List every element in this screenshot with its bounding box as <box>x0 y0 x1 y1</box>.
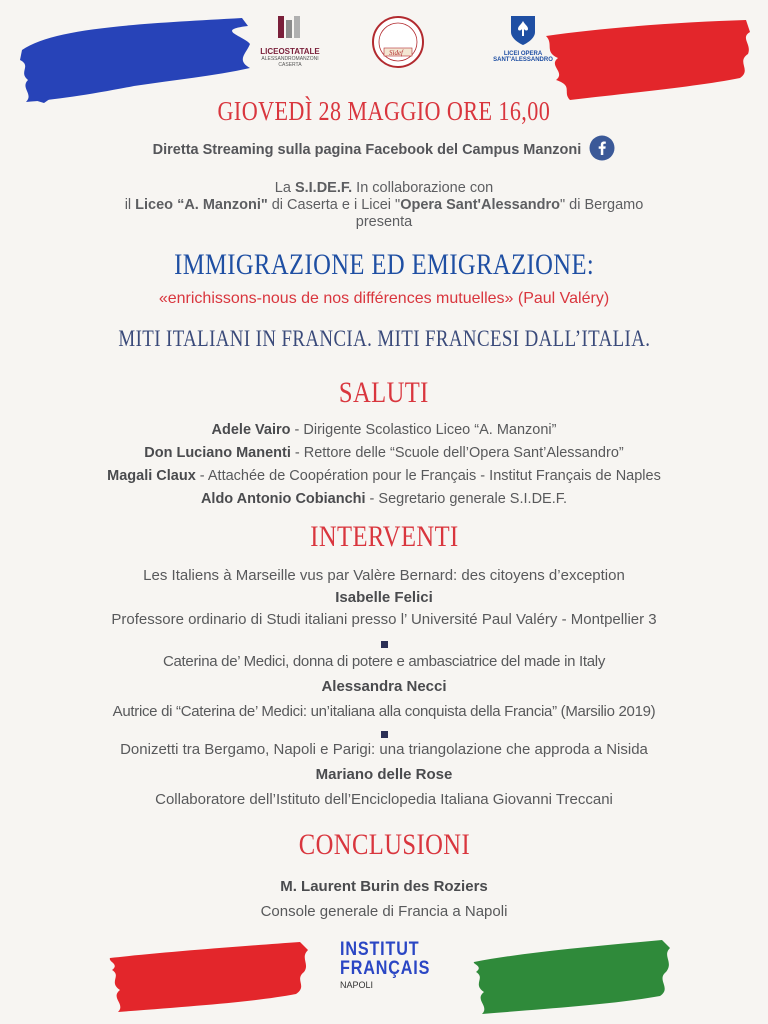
conclusioni-role: Console generale di Francia a Napoli <box>260 903 508 920</box>
green-brush-stroke <box>466 936 676 1018</box>
opera-sant-alessandro-logo <box>488 14 558 63</box>
opera-logo-line1: LICEI OPERA <box>503 51 543 57</box>
presenta-line3: presenta <box>355 214 413 230</box>
sidef-logo-text: Sidef <box>389 49 403 57</box>
interventi-list <box>0 565 768 811</box>
intervento-role: Collaboratore dell’Istituto dell’Enciclopedia Italiana Giovanni Treccani <box>155 791 613 808</box>
saluti-heading: SALUTI <box>339 376 429 409</box>
saluti-item: Don Luciano Manenti - Rettore delle “Scuole dell’Opera Sant’Alessandro” <box>144 445 624 461</box>
intervento-role: Autrice di “Caterina de’ Medici: un’italiana alla conquista della Francia” (Marsilio 2019) <box>112 703 656 720</box>
facebook-icon[interactable] <box>589 135 615 165</box>
institut-logo-line3: NAPOLI <box>340 980 374 990</box>
liceo-logo-line2: ALESSANDROMANZONI <box>261 56 319 62</box>
fleur-de-lis-shield-icon <box>509 14 537 46</box>
intervento-topic: Caterina de’ Medici, donna di potere e ambasciatrice del made in Italy <box>162 653 606 670</box>
saluti-item: Magali Claux - Attachée de Coopération pour le Français - Institut Français de Naples <box>107 468 661 484</box>
saluti-list <box>0 419 768 511</box>
interventi-heading: INTERVENTI <box>309 520 459 553</box>
liceo-emblem-icon <box>272 12 308 42</box>
liceo-logo-line3: CASERTA <box>278 62 302 68</box>
event-quote: «enrichissons-nous de nos différences mutuelles» (Paul Valéry) <box>158 290 610 307</box>
sidef-logo <box>368 14 428 70</box>
red-brush-stroke-top <box>540 14 755 104</box>
conclusioni-speaker: M. Laurent Burin des Roziers <box>280 878 488 895</box>
intervento-role: Professore ordinario di Studi italiani presso l’ Université Paul Valéry - Montpellier 3 <box>111 611 657 628</box>
conclusioni-block <box>0 874 768 924</box>
event-subtitle: MITI ITALIANI IN FRANCIA. MITI FRANCESI DALL’ITALIA. <box>117 326 650 351</box>
presenta-block <box>0 180 768 231</box>
institut-logo-line1: INSTITUT <box>340 939 420 960</box>
blue-brush-stroke <box>14 10 254 105</box>
separator-bullet <box>0 723 768 739</box>
intervento-speaker: Alessandra Necci <box>321 678 447 695</box>
presenta-line1: La S.I.DE.F. In collaborazione con <box>274 180 494 196</box>
saluti-item: Aldo Antonio Cobianchi - Segretario generale S.I.DE.F. <box>200 491 568 507</box>
institut-logo-line2: FRANÇAIS <box>340 958 431 979</box>
intervento-topic: Les Italiens à Marseille vus par Valère Bernard: des citoyens d’exception <box>143 567 625 584</box>
separator-bullet <box>0 631 768 651</box>
sidef-emblem-icon <box>370 14 426 70</box>
streaming-line <box>0 135 768 165</box>
saluti-item: Adele Vairo - Dirigente Scolastico Liceo “A. Manzoni” <box>211 422 557 438</box>
opera-logo-line2: SANT'ALESSANDRO <box>493 57 553 63</box>
red-brush-stroke-bottom <box>104 936 314 1016</box>
event-date: GIOVEDÌ 28 MAGGIO ORE 16,00 <box>217 96 551 126</box>
intervento-topic: Donizetti tra Bergamo, Napoli e Parigi: una triangolazione che approda a Nisida <box>120 741 648 758</box>
institut-francais-logo <box>340 940 450 990</box>
conclusioni-heading: CONCLUSIONI <box>298 828 470 861</box>
intervento-speaker: Mariano delle Rose <box>315 766 453 783</box>
event-title: IMMIGRAZIONE ED EMIGRAZIONE: <box>173 248 595 281</box>
presenta-line2: il Liceo “A. Manzoni" di Caserta e i Licei "Opera Sant'Alessandro" di Bergamo <box>124 197 644 213</box>
streaming-text: Diretta Streaming sulla pagina Facebook del Campus Manzoni <box>152 141 582 158</box>
intervento-speaker: Isabelle Felici <box>335 589 433 606</box>
liceo-manzoni-logo <box>250 12 330 68</box>
liceo-logo-line1: LICEOSTATALE <box>260 47 320 56</box>
